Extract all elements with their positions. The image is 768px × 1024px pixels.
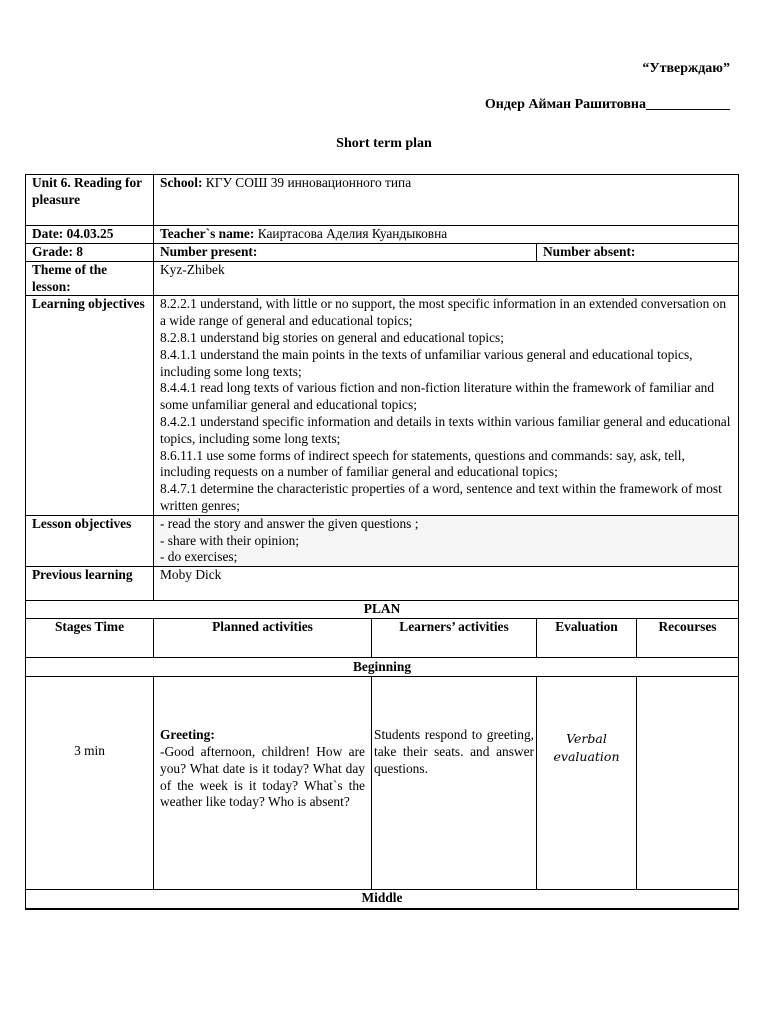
lesson-objective: - do exercises; <box>160 549 238 565</box>
stage-time: 3 min <box>26 677 154 890</box>
number-present-cell: Number present: <box>154 244 537 262</box>
row-middle <box>26 890 739 909</box>
school-label: School: <box>160 175 203 190</box>
lesson-objective: - read the story and answer the given questions ; <box>160 515 419 531</box>
theme-label: Theme of the lesson: <box>26 261 154 296</box>
learning-objective: 8.6.11.1 use some forms of indirect speech for statements, questions and commands: say, ask, tell, including requests on a number of familiar general and educational topics; <box>160 447 685 480</box>
col-header-learners-activities: Learners’ activities <box>372 619 537 658</box>
lesson-objective: - share with their opinion; <box>160 532 300 548</box>
col-header-evaluation: Evaluation <box>537 619 637 658</box>
theme-value: Kyz-Zhibek <box>154 261 739 296</box>
lesson-objectives-cell <box>154 515 739 566</box>
section-middle: Middle <box>26 890 739 909</box>
evaluation-cell: Verbal evaluation <box>537 677 637 890</box>
lesson-objectives-label: Lesson objectives <box>26 515 154 566</box>
row-beginning <box>26 658 739 677</box>
row-lesson-objectives <box>26 515 739 566</box>
row-plan-heading <box>26 601 739 619</box>
learning-objective: 8.4.7.1 determine the characteristic properties of a word, sentence and text within the framework of most written genres; <box>160 481 722 513</box>
learning-objectives-cell <box>154 296 739 515</box>
previous-learning-label: Previous learning <box>26 567 154 601</box>
school-value: КГУ СОШ 39 инновационного типа <box>205 175 412 190</box>
number-absent-cell: Number absent: <box>537 244 739 262</box>
grade-cell: Grade: 8 <box>26 244 154 262</box>
row-previous-learning <box>26 567 739 601</box>
learners-activity-cell: Students respond to greeting, take their seats. and answer questions. <box>372 677 537 890</box>
unit-cell: Unit 6. Reading for pleasure <box>26 175 154 226</box>
learning-objective: 8.4.1.1 understand the main points in the texts of unfamiliar various general and educational topics, including some long texts; <box>160 346 693 379</box>
previous-learning-value: Moby Dick <box>154 567 739 601</box>
row-learning-objectives <box>26 296 739 515</box>
resources-cell <box>637 677 739 890</box>
teacher-cell <box>154 226 739 244</box>
learning-objective: 8.2.2.1 understand, with little or no support, the most specific information in an extended conversation on a wide range of general and educational topics; <box>160 296 727 329</box>
date-cell: Date: 04.03.25 <box>26 226 154 244</box>
activity-title: Greeting: <box>160 727 215 743</box>
col-header-planned-activities: Planned activities <box>154 619 372 658</box>
learning-objective: 8.2.8.1 understand big stories on general and educational topics; <box>160 329 504 345</box>
col-header-stages-time: Stages Time <box>26 619 154 658</box>
document-title: Short term plan <box>336 136 432 151</box>
row-theme <box>26 261 739 296</box>
row-unit-school <box>26 175 739 226</box>
planned-activity-cell <box>154 677 372 890</box>
school-cell <box>154 175 739 226</box>
learning-objective: 8.4.2.1 understand specific information and details in texts within various familiar general and educational topics, including some long texts; <box>160 413 731 446</box>
approval-stamp-text: “Утверждаю” <box>642 61 730 76</box>
section-beginning: Beginning <box>26 658 739 677</box>
activity-text: -Good afternoon, children! How are you? What date is it today? What day of the week is it today? What`s the weather like today? Who is absent? <box>160 743 365 810</box>
learning-objectives-label: Learning objectives <box>26 296 154 515</box>
teacher-label: Teacher`s name: <box>160 226 255 241</box>
plan-heading: PLAN <box>26 601 739 619</box>
row-date-teacher <box>26 226 739 244</box>
teacher-value: Каиртасова Аделия Куандыковна <box>257 226 448 241</box>
col-header-recourses: Recourses <box>637 619 739 658</box>
learning-objective: 8.4.4.1 read long texts of various fiction and non-fiction literature within the framework of familiar and some unfamiliar general and educational topics; <box>160 380 715 413</box>
signer-name: Ондер Айман Рашитовна____________ <box>484 97 730 112</box>
row-grade <box>26 244 739 262</box>
row-column-headers <box>26 619 739 658</box>
lesson-plan-table <box>25 174 739 910</box>
row-greeting <box>26 677 739 890</box>
